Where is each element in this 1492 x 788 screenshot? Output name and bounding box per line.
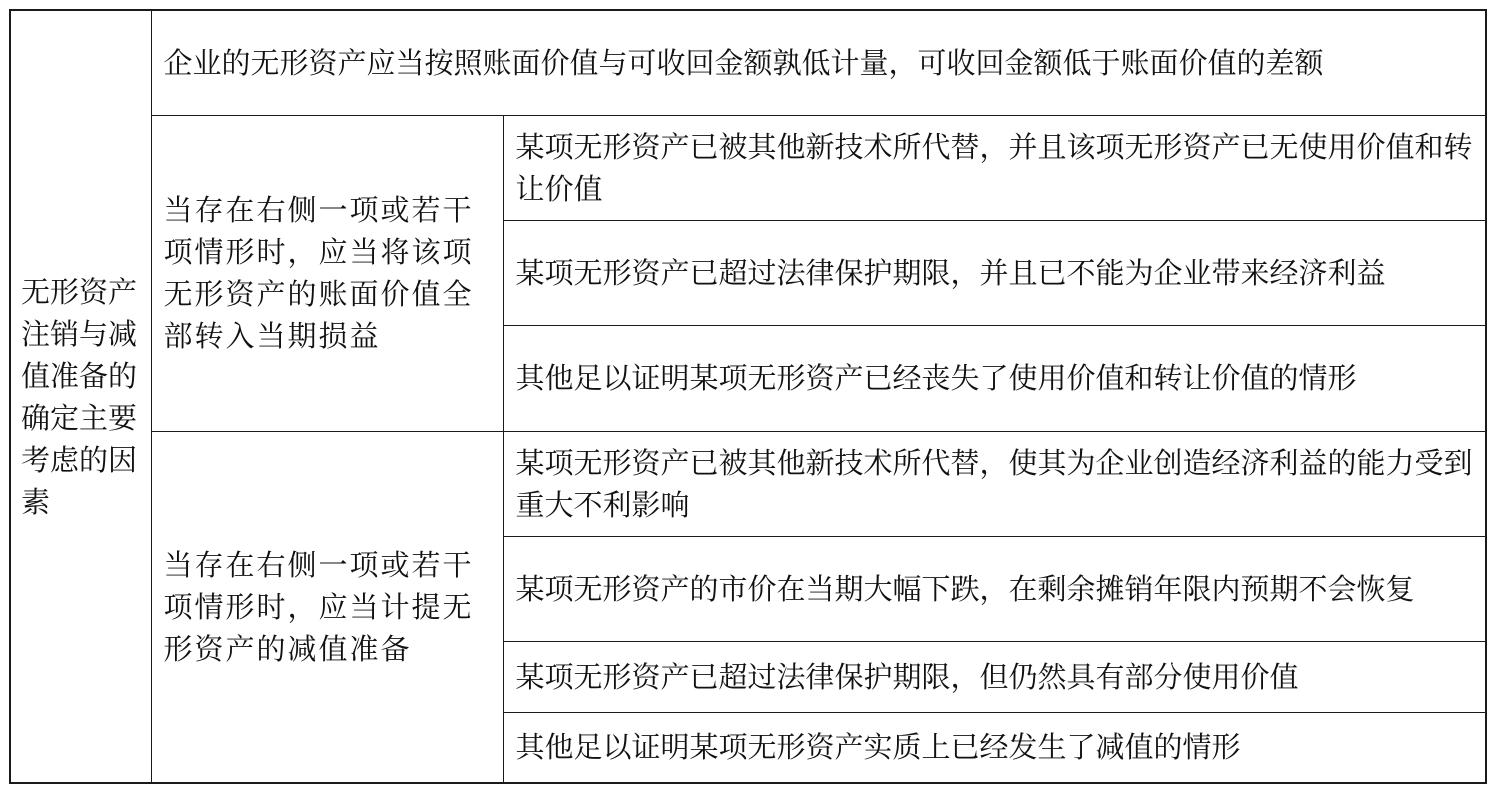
situation-cell: 其他足以证明某项无形资产已经丧失了使用价值和转让价值的情形 xyxy=(503,325,1486,431)
situation-cell: 某项无形资产已被其他新技术所代替，并且该项无形资产已无使用价值和转让价值 xyxy=(503,115,1486,220)
situation-cell: 某项无形资产已被其他新技术所代替，使其为企业创造经济利益的能力受到重大不利影响 xyxy=(503,431,1486,536)
condition-cell-writeoff: 当存在右侧一项或若干项情形时，应当将该项无形资产的账面价值全部转入当期损益 xyxy=(151,115,503,431)
table-row xyxy=(10,115,1486,220)
situation-cell: 其他足以证明某项无形资产实质上已经发生了减值的情形 xyxy=(503,712,1486,783)
factors-table xyxy=(9,9,1487,784)
situation-cell: 某项无形资产已超过法律保护期限，但仍然具有部分使用价值 xyxy=(503,641,1486,712)
condition-cell-impairment: 当存在右侧一项或若干项情形时，应当计提无形资产的减值准备 xyxy=(151,431,503,783)
table-row xyxy=(10,10,1486,115)
main-category-cell: 无形资产注销与减值准备的确定主要考虑的因素 xyxy=(10,10,151,783)
table-row xyxy=(10,431,1486,536)
top-description-cell: 企业的无形资产应当按照账面价值与可收回金额孰低计量，可收回金额低于账面价值的差额 xyxy=(151,10,1486,115)
situation-cell: 某项无形资产已超过法律保护期限，并且已不能为企业带来经济利益 xyxy=(503,220,1486,325)
situation-cell: 某项无形资产的市价在当期大幅下跌，在剩余摊销年限内预期不会恢复 xyxy=(503,536,1486,641)
